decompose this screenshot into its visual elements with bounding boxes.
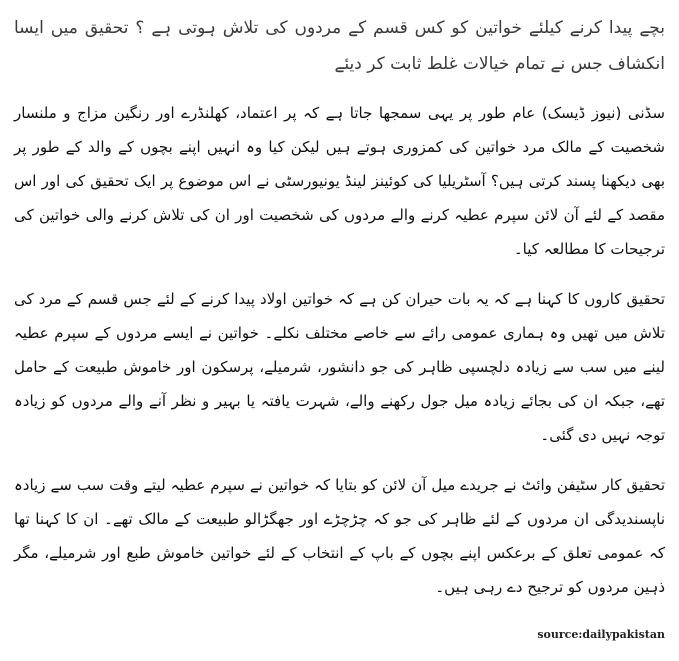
article-paragraph: تحقیق کار سٹیفن وائٹ نے جریدے میل آن لائن کو بتایا کہ خواتین نے سپرم عطیہ لیتے وقت سب سے زیادہ ناپسندیدگی ان مردوں کے لئے ظاہر کی جو کہ چڑچڑے اور جھگڑالو طبیعت کے مالک تھے۔ ان کا کہنا تھا کہ عمومی تعلق کے برعکس اپنے بچوں کے باپ کے انتخاب کے لئے خواتین خاموش طبع اور شرمیلے، مگر ذہین مردوں کو ترجیح دے رہی ہیں۔ xyxy=(14,476,665,596)
article-headline: بچے پیدا کرنے کیلئے خواتین کو کس قسم کے مردوں کی تلاش ہوتی ہے ؟ تحقیق میں ایسا انکشاف جس نے تمام خیالات غلط ثابت کر دیئے xyxy=(14,18,665,74)
article xyxy=(14,10,665,620)
article-paragraph: تحقیق کاروں کا کہنا ہے کہ یہ بات حیران کن ہے کہ خواتین اولاد پیدا کرنے کے لئے جس قسم کے مرد کی تلاش میں تھیں وہ ہماری عمومی رائے سے خاصے مختلف نکلے۔ خواتین نے ایسے مردوں کے سپرم عطیہ لینے میں سب سے زیادہ دلچسپی ظاہر کی جو دانشور، شرمیلے، پرسکون اور خاموش طبیعت کے حامل تھے، جبکہ ان کی بجائے زیادہ میل جول رکھنے والے، شہرت یافتہ یا بہیر و نظر آنے والے مردوں کو زیادہ توجہ نہیں دی گئی۔ xyxy=(14,290,665,444)
article-paragraph: سڈنی (نیوز ڈیسک) عام طور پر یہی سمجھا جاتا ہے کہ پر اعتماد، کھلنڈرے اور رنگین مزاج و ملنسار شخصیت کے مالک مرد خواتین کی کمزوری ہوتے ہیں لیکن کیا وہ انہیں اپنے بچوں کے والد کے طور پر بھی دیکھنا پسند کرتی ہیں؟ آسٹریلیا کی کوئینز لینڈ یونیورسٹی نے اس موضوع پر ایک تحقیق کی اور اس مقصد کے لئے آن لائن سپرم عطیہ کرنے والے مردوں کی شخصیت اور ان کی تلاش کرنے والی خواتین کی ترجیحات کا مطالعہ کیا۔ xyxy=(14,104,665,258)
source-credit: source:dailypakistan xyxy=(537,628,665,641)
